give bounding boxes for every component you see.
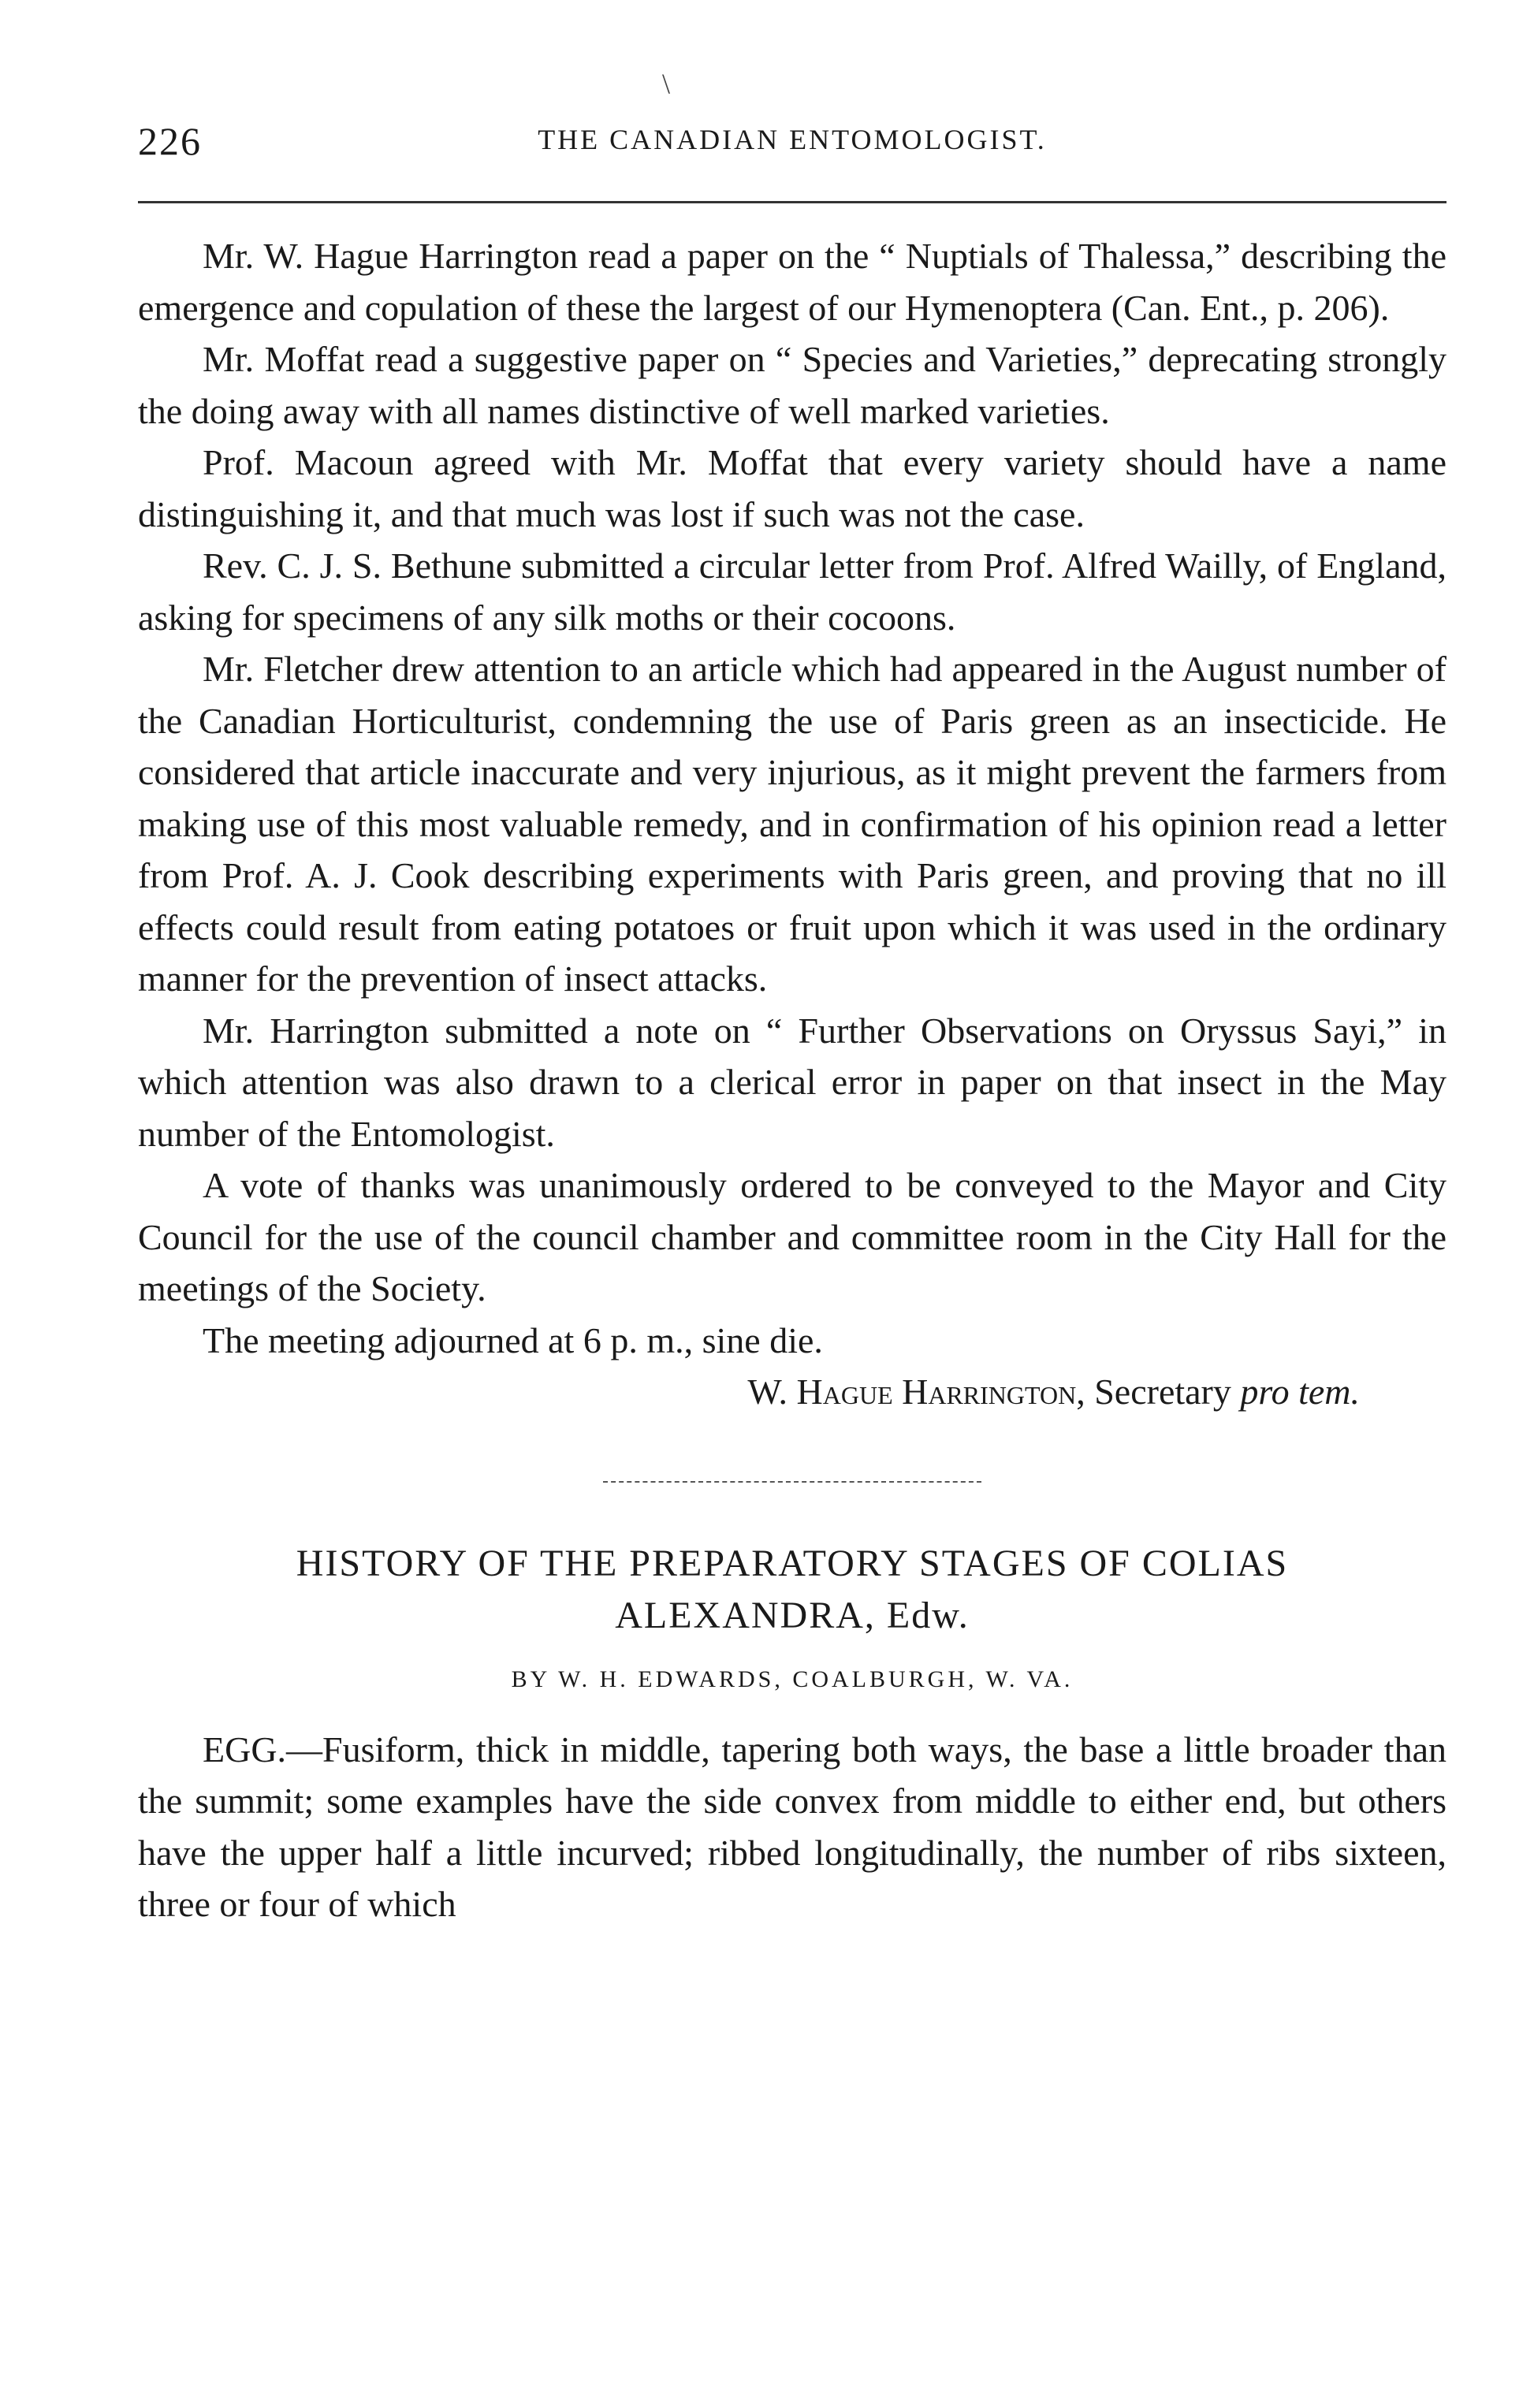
paragraph: Mr. Moffat read a suggestive paper on “ Species and Varieties,” deprecating strongly the doing away with all names distinctive of well marked varieties.: [138, 339, 1447, 431]
signature: [138, 1366, 1447, 1418]
header-rule: [138, 201, 1447, 203]
signature-role: Secretary: [1094, 1371, 1231, 1412]
signature-suffix: pro tem.: [1240, 1371, 1360, 1412]
paragraph: Mr. Harrington submitted a note on “ Further Observations on Oryssus Sayi,” in which attention was also drawn to a clerical error in paper on that insect in the May number of the Entomologist.: [138, 1010, 1447, 1154]
running-title: THE CANADIAN ENTOMOLOGIST.: [538, 124, 1047, 155]
paragraph: Mr. Fletcher drew attention to an article which had appeared in the August number of the Canadian Horticulturist, condemning the use of Paris green as an insecticide. He considered that article inaccurate and very injurious, as it might prevent the farmers from making use of this most valuable remedy, and in confirmation of his opinion read a letter from Prof. A. J. Cook describing experiments with Paris green, and proving that no ill effects could result from eating potatoes or fruit upon which it was used in the ordinary manner for the prevention of insect attacks.: [138, 649, 1447, 999]
paragraph: Prof. Macoun agreed with Mr. Moffat that every variety should have a name distinguishing it, and that much was lost if such was not the case.: [138, 442, 1447, 534]
paragraph: Rev. C. J. S. Bethune submitted a circular letter from Prof. Alfred Wailly, of England, asking for specimens of any silk moths or their cocoons.: [138, 545, 1447, 638]
paragraph: A vote of thanks was unanimously ordered to be conveyed to the Mayor and City Council for the use of the council chamber and committee room in the City Hall for the meetings of the Society.: [138, 1165, 1447, 1308]
article-title: [138, 1538, 1447, 1642]
article-title-line2: ALEXANDRA, Edw.: [615, 1594, 970, 1636]
paragraph: Mr. W. Hague Harrington read a paper on the “ Nuptials of Thalessa,” describing the emergence and copulation of these the largest of our Hymenoptera (Can. Ent., p. 206).: [138, 236, 1447, 328]
article-byline: BY W. H. EDWARDS, COALBURGH, W. VA.: [511, 1666, 1074, 1692]
page-body: [138, 230, 1447, 1930]
page-header: [138, 118, 1447, 166]
article-title-line1: HISTORY OF THE PREPARATORY STAGES OF COLIAS: [296, 1542, 1289, 1584]
page-number: 226: [138, 119, 202, 163]
scan-mark: \: [662, 68, 671, 99]
article-paragraph: EGG.—Fusiform, thick in middle, tapering both ways, the base a little broader than the summit; some examples have the side convex from middle to either end, but others have the upper half a little incurved; ribbed longitudinally, the number of ribs sixteen, three or four of which: [138, 1729, 1447, 1924]
signature-name: W. Hague Harrington,: [747, 1371, 1085, 1412]
paragraph: The meeting adjourned at 6 p. m., sine die.: [203, 1319, 823, 1360]
section-divider: [603, 1481, 981, 1483]
